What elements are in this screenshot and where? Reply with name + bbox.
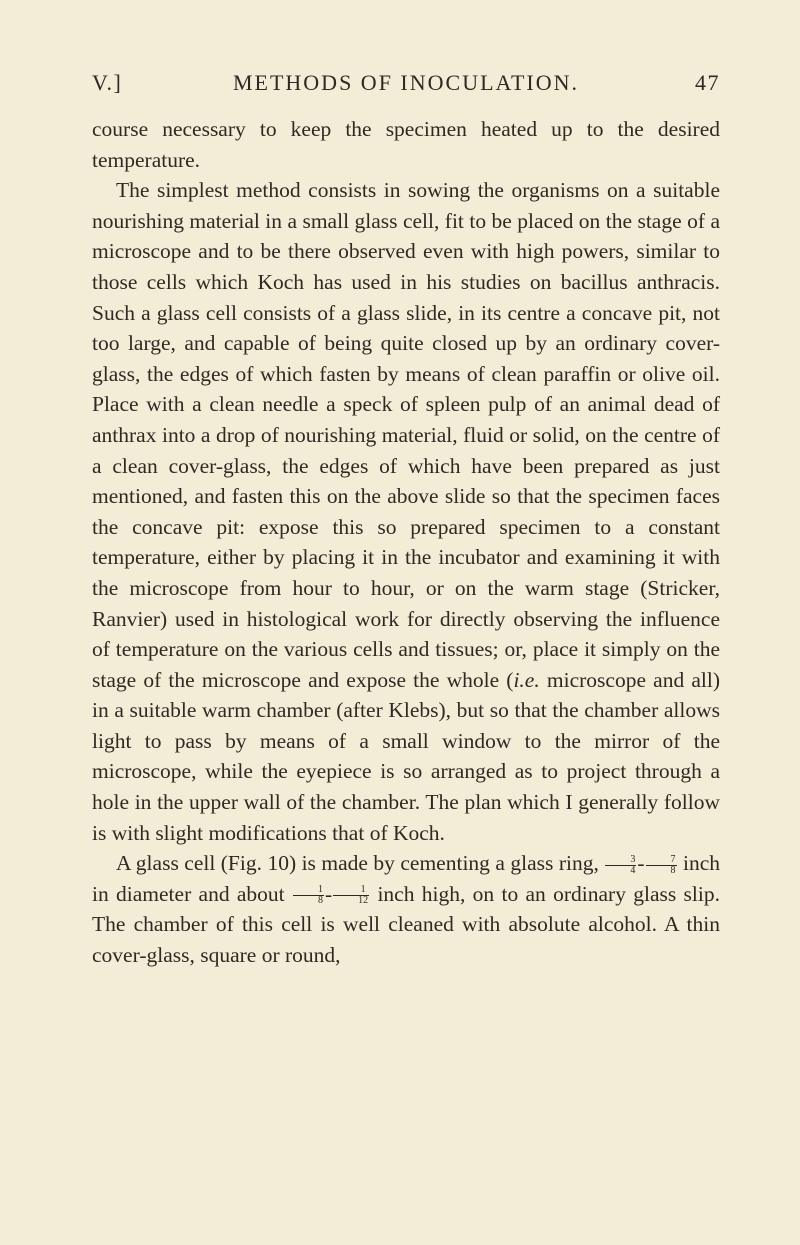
fraction-denominator: 12 (358, 895, 369, 907)
paragraph-glass-cell (92, 848, 720, 970)
fraction-denominator: 8 (317, 895, 323, 907)
paragraph-text: microscope and all) in a suitable warm chamber (after Klebs), but so that the chamber allows light to pass by means of a small window to the mirror of the microscope, while the eyepiece is so arranged as to project through a hole in the upper wall of the chamber. The plan which I generally follow is with slight modifications that of Koch. (92, 667, 721, 845)
fraction-numerator: 1 (293, 885, 324, 896)
running-title: METHODS OF INOCULATION. (232, 70, 580, 95)
range-dash: - (637, 851, 645, 876)
body-text (92, 114, 720, 971)
range-dash: - (324, 881, 333, 906)
italic-ie: i.e. (513, 667, 540, 692)
fraction-denominator: 8 (670, 864, 676, 876)
fraction-numerator: 1 (333, 885, 369, 896)
paragraph-text: The simplest method consists in sowing the organisms on a suitable nourishing material in a small glass cell, fit to be placed on the stage of a microscope and to be there observed even with high powers, similar to those cells which Koch has used in his studies on bacillus anthracis. Such a glass cell consists of a glass slide, in its centre a concave pit, not too large, and capable of being quite closed up by an ordinary cover-glass, the edges of which fasten by means of clean paraffin or olive oil. Place with a clean needle a speck of spleen pulp of an animal dead of anthrax into a drop of nourishing material, fluid or solid, on the centre of a clean cover-glass, the edges of which have been prepared as just mentioned, and fasten this on the above slide so that the specimen faces the concave pit: expose this so prepared specimen to a constant temperature, either by placing it in the incubator and examining it with the microscope from hour to hour, or on the warm stage (Stricker, Ranvier) used in histological work for directly observing the influence of temperature on the various cells and tissues; or, place it simply on the stage of the microscope and expose the whole ( (92, 178, 720, 692)
chapter-number: V.] (92, 70, 123, 95)
fraction (333, 885, 369, 906)
paragraph-simplest-method (92, 175, 720, 848)
page-number: 47 (695, 70, 720, 95)
fraction (605, 855, 636, 876)
paragraph-text: A glass cell (Fig. 10) is made by cementing a glass ring, (116, 851, 605, 876)
paragraph-text: inch high, on to an ordinary glass slip. The chamber of this cell is well cleaned with absolute alcohol. A thin cover-glass, square or round, (92, 881, 720, 968)
paragraph-continuation: course necessary to keep the specimen heated up to the desired temperature. (92, 117, 720, 172)
paragraph-text: inch in diameter and about (92, 851, 720, 906)
fraction-denominator: 4 (630, 864, 636, 876)
fraction-numerator: 3 (605, 855, 636, 866)
fraction (293, 885, 324, 906)
running-head (92, 70, 720, 104)
fraction (646, 855, 677, 876)
fraction-numerator: 7 (646, 855, 677, 866)
